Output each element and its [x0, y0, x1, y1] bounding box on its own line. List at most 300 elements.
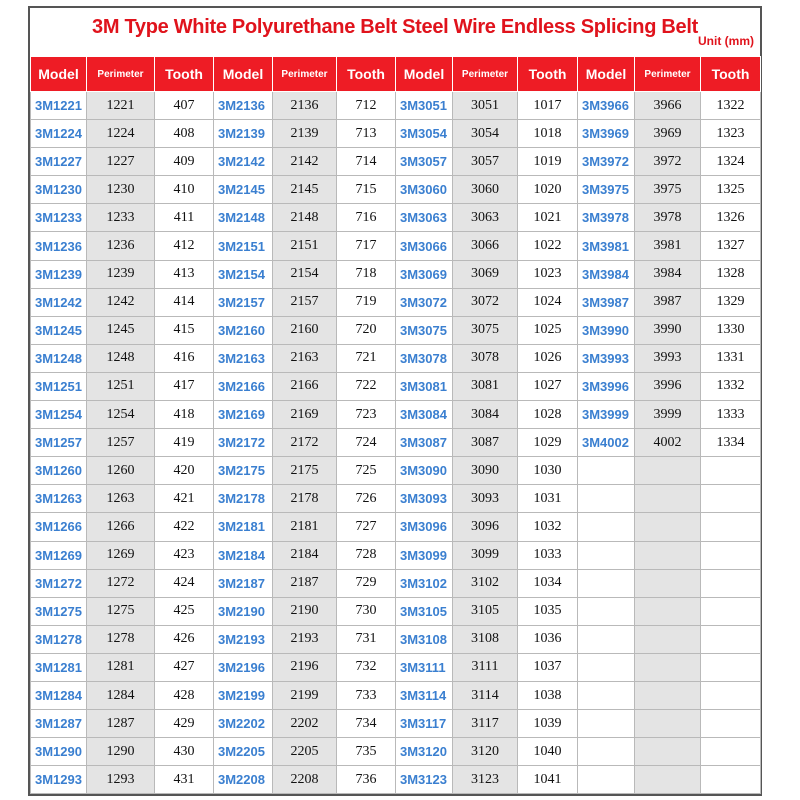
- perimeter-cell: 3093: [453, 485, 518, 513]
- tooth-cell: 724: [337, 429, 396, 457]
- tooth-cell: 723: [337, 401, 396, 429]
- perimeter-cell: 2184: [273, 541, 337, 569]
- table-row: [31, 260, 761, 288]
- perimeter-cell: [635, 653, 701, 681]
- perimeter-cell: [635, 766, 701, 794]
- tooth-cell: 430: [155, 738, 214, 766]
- tooth-cell: 1028: [518, 401, 578, 429]
- model-cell: [578, 541, 635, 569]
- model-cell: 3M3063: [396, 204, 453, 232]
- tooth-cell: 1040: [518, 738, 578, 766]
- model-cell: [578, 569, 635, 597]
- model-cell: [578, 597, 635, 625]
- column-header-model: Model: [214, 57, 273, 92]
- model-cell: 3M2205: [214, 738, 273, 766]
- model-cell: 3M1245: [31, 316, 87, 344]
- model-cell: 3M3972: [578, 148, 635, 176]
- perimeter-cell: 2178: [273, 485, 337, 513]
- header-row: [31, 57, 761, 92]
- perimeter-cell: 2169: [273, 401, 337, 429]
- tooth-cell: 1325: [701, 176, 761, 204]
- perimeter-cell: 3120: [453, 738, 518, 766]
- tooth-cell: [701, 597, 761, 625]
- tooth-cell: 1322: [701, 92, 761, 120]
- tooth-cell: 719: [337, 288, 396, 316]
- tooth-cell: 407: [155, 92, 214, 120]
- table-row: [31, 429, 761, 457]
- model-cell: 3M3066: [396, 232, 453, 260]
- perimeter-cell: [635, 513, 701, 541]
- tooth-cell: 426: [155, 625, 214, 653]
- perimeter-cell: 3984: [635, 260, 701, 288]
- tooth-cell: 1037: [518, 653, 578, 681]
- tooth-cell: 715: [337, 176, 396, 204]
- tooth-cell: 1023: [518, 260, 578, 288]
- tooth-cell: 1033: [518, 541, 578, 569]
- model-cell: 3M3105: [396, 597, 453, 625]
- table-row: [31, 710, 761, 738]
- tooth-cell: 413: [155, 260, 214, 288]
- model-cell: [578, 653, 635, 681]
- tooth-cell: 733: [337, 681, 396, 709]
- tooth-cell: 1039: [518, 710, 578, 738]
- model-cell: 3M3081: [396, 372, 453, 400]
- tooth-cell: 417: [155, 372, 214, 400]
- perimeter-cell: [635, 625, 701, 653]
- model-cell: 3M3966: [578, 92, 635, 120]
- tooth-cell: 424: [155, 569, 214, 597]
- tooth-cell: 1330: [701, 316, 761, 344]
- model-cell: 3M2175: [214, 457, 273, 485]
- model-cell: 3M3981: [578, 232, 635, 260]
- perimeter-cell: 2181: [273, 513, 337, 541]
- table-row: [31, 372, 761, 400]
- model-cell: 3M1236: [31, 232, 87, 260]
- model-cell: 3M1242: [31, 288, 87, 316]
- perimeter-cell: 1230: [87, 176, 155, 204]
- model-cell: [578, 738, 635, 766]
- table-row: [31, 92, 761, 120]
- model-cell: [578, 710, 635, 738]
- tooth-cell: 429: [155, 710, 214, 738]
- tooth-cell: 1021: [518, 204, 578, 232]
- tooth-cell: 421: [155, 485, 214, 513]
- model-cell: 3M3078: [396, 344, 453, 372]
- perimeter-cell: 1242: [87, 288, 155, 316]
- model-cell: 3M1251: [31, 372, 87, 400]
- perimeter-cell: 3096: [453, 513, 518, 541]
- column-header-tooth: Tooth: [518, 57, 578, 92]
- table-row: [31, 204, 761, 232]
- page-title: 3M Type White Polyurethane Belt Steel Wire Endless Splicing Belt: [92, 16, 698, 38]
- tooth-cell: 1329: [701, 288, 761, 316]
- tooth-cell: 1032: [518, 513, 578, 541]
- model-cell: 3M2181: [214, 513, 273, 541]
- tooth-cell: 1328: [701, 260, 761, 288]
- tooth-cell: 716: [337, 204, 396, 232]
- perimeter-cell: 2148: [273, 204, 337, 232]
- model-cell: 3M3975: [578, 176, 635, 204]
- model-cell: 3M2187: [214, 569, 273, 597]
- tooth-cell: 718: [337, 260, 396, 288]
- perimeter-cell: 2175: [273, 457, 337, 485]
- perimeter-cell: 3075: [453, 316, 518, 344]
- table-row: [31, 457, 761, 485]
- tooth-cell: 1034: [518, 569, 578, 597]
- model-cell: 3M3090: [396, 457, 453, 485]
- model-cell: 3M3996: [578, 372, 635, 400]
- model-cell: 3M3057: [396, 148, 453, 176]
- perimeter-cell: 3996: [635, 372, 701, 400]
- perimeter-cell: 4002: [635, 429, 701, 457]
- perimeter-cell: 3072: [453, 288, 518, 316]
- column-header-model: Model: [396, 57, 453, 92]
- table-row: [31, 344, 761, 372]
- perimeter-cell: 1287: [87, 710, 155, 738]
- perimeter-cell: 3969: [635, 120, 701, 148]
- model-cell: 3M3984: [578, 260, 635, 288]
- table-row: [31, 288, 761, 316]
- model-cell: 3M2196: [214, 653, 273, 681]
- model-cell: 3M3069: [396, 260, 453, 288]
- perimeter-cell: 2142: [273, 148, 337, 176]
- model-cell: 3M3117: [396, 710, 453, 738]
- perimeter-cell: 3117: [453, 710, 518, 738]
- model-cell: 3M2151: [214, 232, 273, 260]
- tooth-cell: 1038: [518, 681, 578, 709]
- perimeter-cell: 1275: [87, 597, 155, 625]
- model-cell: 3M2154: [214, 260, 273, 288]
- perimeter-cell: [635, 597, 701, 625]
- model-cell: 3M2193: [214, 625, 273, 653]
- model-cell: 3M1272: [31, 569, 87, 597]
- perimeter-cell: 2205: [273, 738, 337, 766]
- tooth-cell: 1323: [701, 120, 761, 148]
- tooth-cell: 721: [337, 344, 396, 372]
- model-cell: 3M2160: [214, 316, 273, 344]
- perimeter-cell: 3057: [453, 148, 518, 176]
- table-row: [31, 738, 761, 766]
- tooth-cell: 408: [155, 120, 214, 148]
- model-cell: 3M4002: [578, 429, 635, 457]
- tooth-cell: 418: [155, 401, 214, 429]
- tooth-cell: 412: [155, 232, 214, 260]
- model-cell: 3M2139: [214, 120, 273, 148]
- tooth-cell: [701, 457, 761, 485]
- perimeter-cell: 1236: [87, 232, 155, 260]
- tooth-cell: 425: [155, 597, 214, 625]
- perimeter-cell: 3975: [635, 176, 701, 204]
- tooth-cell: 735: [337, 738, 396, 766]
- model-cell: 3M3969: [578, 120, 635, 148]
- model-cell: 3M1227: [31, 148, 87, 176]
- model-cell: [578, 681, 635, 709]
- model-cell: 3M3993: [578, 344, 635, 372]
- perimeter-cell: 1281: [87, 653, 155, 681]
- perimeter-cell: [635, 485, 701, 513]
- perimeter-cell: [635, 681, 701, 709]
- perimeter-cell: 2187: [273, 569, 337, 597]
- perimeter-cell: 1239: [87, 260, 155, 288]
- model-cell: 3M2166: [214, 372, 273, 400]
- perimeter-cell: 3102: [453, 569, 518, 597]
- model-cell: 3M2157: [214, 288, 273, 316]
- tooth-cell: 731: [337, 625, 396, 653]
- perimeter-cell: 3090: [453, 457, 518, 485]
- perimeter-cell: 2172: [273, 429, 337, 457]
- model-cell: 3M2169: [214, 401, 273, 429]
- perimeter-cell: 3108: [453, 625, 518, 653]
- perimeter-cell: 3123: [453, 766, 518, 794]
- tooth-cell: 736: [337, 766, 396, 794]
- model-cell: 3M3084: [396, 401, 453, 429]
- tooth-cell: 720: [337, 316, 396, 344]
- table-row: [31, 681, 761, 709]
- model-cell: 3M3114: [396, 681, 453, 709]
- tooth-cell: [701, 653, 761, 681]
- perimeter-cell: 2163: [273, 344, 337, 372]
- unit-label: Unit (mm): [698, 34, 754, 48]
- table-row: [31, 316, 761, 344]
- table-row: [31, 541, 761, 569]
- perimeter-cell: 3087: [453, 429, 518, 457]
- model-cell: 3M3051: [396, 92, 453, 120]
- perimeter-cell: 3066: [453, 232, 518, 260]
- model-cell: 3M3096: [396, 513, 453, 541]
- perimeter-cell: 1290: [87, 738, 155, 766]
- tooth-cell: 428: [155, 681, 214, 709]
- model-cell: 3M1293: [31, 766, 87, 794]
- perimeter-cell: 1284: [87, 681, 155, 709]
- perimeter-cell: 3993: [635, 344, 701, 372]
- model-cell: 3M3111: [396, 653, 453, 681]
- model-cell: 3M3075: [396, 316, 453, 344]
- model-cell: 3M2184: [214, 541, 273, 569]
- perimeter-cell: 3981: [635, 232, 701, 260]
- tooth-cell: 1030: [518, 457, 578, 485]
- perimeter-cell: 1221: [87, 92, 155, 120]
- perimeter-cell: [635, 738, 701, 766]
- table-row: [31, 401, 761, 429]
- perimeter-cell: 3069: [453, 260, 518, 288]
- column-header-tooth: Tooth: [701, 57, 761, 92]
- tooth-cell: 729: [337, 569, 396, 597]
- model-cell: 3M3108: [396, 625, 453, 653]
- column-header-tooth: Tooth: [337, 57, 396, 92]
- perimeter-cell: [635, 710, 701, 738]
- tooth-cell: 1331: [701, 344, 761, 372]
- model-cell: 3M1287: [31, 710, 87, 738]
- model-cell: 3M2178: [214, 485, 273, 513]
- perimeter-cell: 1260: [87, 457, 155, 485]
- perimeter-cell: 3114: [453, 681, 518, 709]
- table-row: [31, 232, 761, 260]
- model-cell: 3M1257: [31, 429, 87, 457]
- model-cell: 3M2202: [214, 710, 273, 738]
- tooth-cell: 1327: [701, 232, 761, 260]
- model-cell: 3M1281: [31, 653, 87, 681]
- model-cell: 3M3093: [396, 485, 453, 513]
- column-header-perimeter: Perimeter: [635, 57, 701, 92]
- model-cell: 3M2208: [214, 766, 273, 794]
- tooth-cell: 419: [155, 429, 214, 457]
- tooth-cell: 1041: [518, 766, 578, 794]
- perimeter-cell: 2157: [273, 288, 337, 316]
- tooth-cell: [701, 541, 761, 569]
- model-cell: 3M1260: [31, 457, 87, 485]
- table-row: [31, 569, 761, 597]
- tooth-cell: 411: [155, 204, 214, 232]
- model-cell: 3M1284: [31, 681, 87, 709]
- tooth-cell: [701, 485, 761, 513]
- tooth-cell: 1018: [518, 120, 578, 148]
- tooth-cell: 1017: [518, 92, 578, 120]
- model-cell: [578, 485, 635, 513]
- perimeter-cell: 3051: [453, 92, 518, 120]
- tooth-cell: 410: [155, 176, 214, 204]
- tooth-cell: [701, 710, 761, 738]
- model-cell: 3M1248: [31, 344, 87, 372]
- perimeter-cell: 3084: [453, 401, 518, 429]
- perimeter-cell: 1251: [87, 372, 155, 400]
- perimeter-cell: 1263: [87, 485, 155, 513]
- tooth-cell: 734: [337, 710, 396, 738]
- model-cell: 3M2163: [214, 344, 273, 372]
- tooth-cell: 1025: [518, 316, 578, 344]
- model-cell: 3M1263: [31, 485, 87, 513]
- model-cell: 3M1230: [31, 176, 87, 204]
- table-row: [31, 176, 761, 204]
- belt-table: [30, 56, 761, 794]
- tooth-cell: 1024: [518, 288, 578, 316]
- tooth-cell: [701, 766, 761, 794]
- tooth-cell: 732: [337, 653, 396, 681]
- tooth-cell: 1036: [518, 625, 578, 653]
- tooth-cell: [701, 625, 761, 653]
- tooth-cell: [701, 681, 761, 709]
- perimeter-cell: 3966: [635, 92, 701, 120]
- perimeter-cell: [635, 541, 701, 569]
- perimeter-cell: 3111: [453, 653, 518, 681]
- perimeter-cell: 3987: [635, 288, 701, 316]
- table-row: [31, 625, 761, 653]
- tooth-cell: 712: [337, 92, 396, 120]
- tooth-cell: 1027: [518, 372, 578, 400]
- tooth-cell: 1026: [518, 344, 578, 372]
- perimeter-cell: 2139: [273, 120, 337, 148]
- model-cell: 3M1224: [31, 120, 87, 148]
- perimeter-cell: 3999: [635, 401, 701, 429]
- tooth-cell: 409: [155, 148, 214, 176]
- model-cell: 3M3087: [396, 429, 453, 457]
- perimeter-cell: 2145: [273, 176, 337, 204]
- model-cell: 3M3999: [578, 401, 635, 429]
- table-row: [31, 120, 761, 148]
- tooth-cell: 1019: [518, 148, 578, 176]
- perimeter-cell: 2202: [273, 710, 337, 738]
- perimeter-cell: 1245: [87, 316, 155, 344]
- column-header-perimeter: Perimeter: [273, 57, 337, 92]
- perimeter-cell: 2196: [273, 653, 337, 681]
- tooth-cell: 726: [337, 485, 396, 513]
- perimeter-cell: 2151: [273, 232, 337, 260]
- model-cell: 3M3054: [396, 120, 453, 148]
- tooth-cell: [701, 738, 761, 766]
- tooth-cell: 1031: [518, 485, 578, 513]
- tooth-cell: 713: [337, 120, 396, 148]
- perimeter-cell: 1224: [87, 120, 155, 148]
- model-cell: 3M1239: [31, 260, 87, 288]
- table-row: [31, 597, 761, 625]
- model-cell: [578, 625, 635, 653]
- perimeter-cell: 2154: [273, 260, 337, 288]
- perimeter-cell: 2166: [273, 372, 337, 400]
- tooth-cell: [701, 569, 761, 597]
- column-header-tooth: Tooth: [155, 57, 214, 92]
- model-cell: 3M2148: [214, 204, 273, 232]
- model-cell: 3M1221: [31, 92, 87, 120]
- model-cell: 3M1266: [31, 513, 87, 541]
- model-cell: 3M1290: [31, 738, 87, 766]
- tooth-cell: 1022: [518, 232, 578, 260]
- model-cell: [578, 766, 635, 794]
- model-cell: 3M3987: [578, 288, 635, 316]
- model-cell: 3M3060: [396, 176, 453, 204]
- tooth-cell: 1035: [518, 597, 578, 625]
- model-cell: 3M3072: [396, 288, 453, 316]
- tooth-cell: 423: [155, 541, 214, 569]
- table-row: [31, 485, 761, 513]
- perimeter-cell: 2190: [273, 597, 337, 625]
- model-cell: 3M3123: [396, 766, 453, 794]
- model-cell: 3M2190: [214, 597, 273, 625]
- table-body: [31, 92, 761, 794]
- model-cell: 3M1269: [31, 541, 87, 569]
- model-cell: 3M3099: [396, 541, 453, 569]
- perimeter-cell: 2160: [273, 316, 337, 344]
- model-cell: 3M3102: [396, 569, 453, 597]
- table-row: [31, 513, 761, 541]
- model-cell: [578, 457, 635, 485]
- tooth-cell: 1324: [701, 148, 761, 176]
- tooth-cell: 728: [337, 541, 396, 569]
- tooth-cell: 722: [337, 372, 396, 400]
- perimeter-cell: 2193: [273, 625, 337, 653]
- model-cell: 3M1278: [31, 625, 87, 653]
- model-cell: 3M1275: [31, 597, 87, 625]
- perimeter-cell: 1266: [87, 513, 155, 541]
- perimeter-cell: 1233: [87, 204, 155, 232]
- belt-spec-sheet: [28, 6, 762, 796]
- model-cell: 3M1233: [31, 204, 87, 232]
- column-header-model: Model: [31, 57, 87, 92]
- tooth-cell: 714: [337, 148, 396, 176]
- tooth-cell: 730: [337, 597, 396, 625]
- tooth-cell: 1334: [701, 429, 761, 457]
- perimeter-cell: 3105: [453, 597, 518, 625]
- perimeter-cell: 2136: [273, 92, 337, 120]
- model-cell: [578, 513, 635, 541]
- perimeter-cell: 1278: [87, 625, 155, 653]
- perimeter-cell: 2199: [273, 681, 337, 709]
- perimeter-cell: 3063: [453, 204, 518, 232]
- model-cell: 3M2172: [214, 429, 273, 457]
- tooth-cell: 415: [155, 316, 214, 344]
- tooth-cell: 727: [337, 513, 396, 541]
- model-cell: 3M2199: [214, 681, 273, 709]
- perimeter-cell: 1257: [87, 429, 155, 457]
- tooth-cell: 1333: [701, 401, 761, 429]
